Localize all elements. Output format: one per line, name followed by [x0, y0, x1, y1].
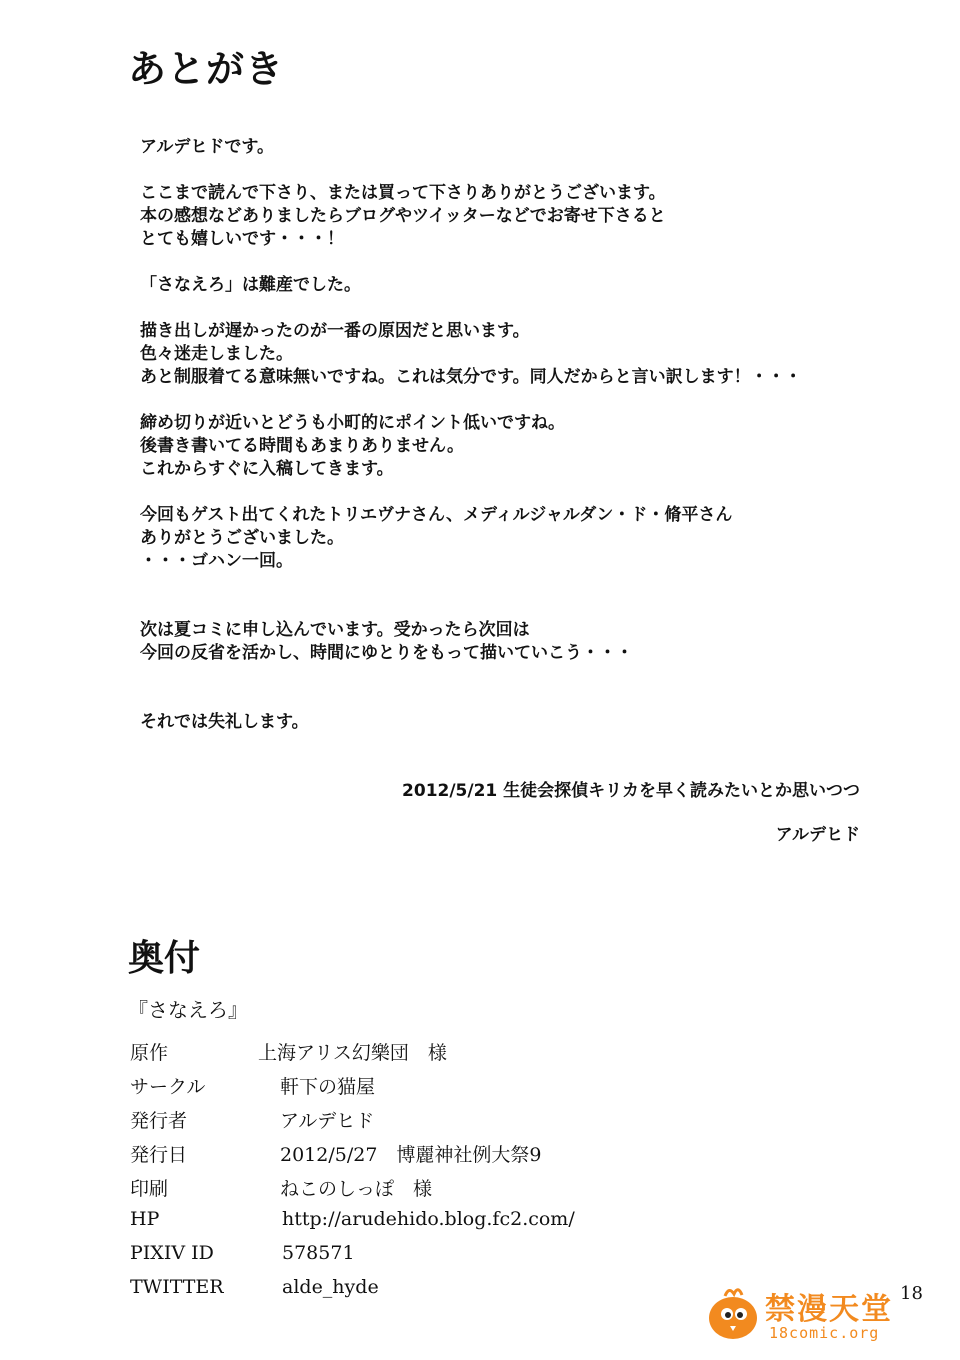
- text-line: ここまで読んで下さり、または買って下さりありがとうございます。: [140, 183, 666, 203]
- colophon-label: 発行日: [130, 1144, 188, 1166]
- colophon-value: ねこのしっぽ 様: [280, 1178, 433, 1200]
- afterword-paragraph: [140, 320, 900, 389]
- text-line: とても嬉しいです・・・！: [140, 229, 344, 249]
- text-line: 締め切りが近いとどうも小町的にポイント低いですね。: [140, 413, 565, 433]
- colophon-value: alde_hyde: [282, 1276, 379, 1298]
- afterword-author: アルデヒド: [775, 825, 860, 845]
- text-line: ありがとうございました。: [140, 528, 344, 548]
- page-number: 18: [900, 1283, 923, 1304]
- text-line: 「さなえろ」は難産でした。: [140, 275, 361, 295]
- site-watermark: [703, 1280, 923, 1348]
- afterword-paragraph: [140, 412, 900, 481]
- text-line: 後書き書いてる時間もあまりありません。: [140, 436, 465, 456]
- afterword-paragraph: [140, 619, 900, 665]
- colophon-label: HP: [130, 1208, 160, 1230]
- colophon-row: [130, 1072, 750, 1106]
- colophon-value: 軒下の猫屋: [280, 1076, 376, 1098]
- colophon-value: 上海アリス幻樂団 様: [258, 1042, 447, 1064]
- colophon-table: [130, 1038, 750, 1310]
- colophon-label: 原作: [130, 1042, 169, 1064]
- text-line: 今回もゲスト出てくれたトリエヴナさん、メディルジャルダン・ド・脩平さん: [140, 505, 733, 525]
- colophon-value: 578571: [282, 1242, 355, 1264]
- watermark-name: 禁漫天堂: [765, 1292, 893, 1327]
- colophon-label: サークル: [130, 1076, 206, 1098]
- colophon-row: [130, 1208, 750, 1242]
- colophon-label: TWITTER: [130, 1276, 224, 1298]
- text-line: 今回の反省を活かし、時間にゆとりをもって描いていこう・・・: [140, 643, 633, 663]
- colophon-label: 印刷: [130, 1178, 169, 1200]
- afterword-heading: あとがき: [128, 47, 285, 91]
- text-line: それでは失礼します。: [140, 712, 309, 732]
- afterword-paragraph: [140, 711, 900, 734]
- colophon-value: アルデヒド: [280, 1110, 375, 1132]
- colophon-value: 2012/5/27 博麗神社例大祭9: [280, 1144, 542, 1166]
- afterword-paragraph: [140, 504, 900, 573]
- colophon-heading: 奥付: [128, 937, 201, 979]
- text-line: アルデヒドです。: [140, 137, 274, 157]
- colophon-row: [130, 1038, 750, 1072]
- text-line: これからすぐに入稿してきます。: [140, 459, 394, 479]
- afterword-paragraph: [140, 274, 900, 297]
- colophon-row: [130, 1174, 750, 1208]
- text-line: 本の感想などありましたらブログやツイッターなどでお寄せ下さると: [140, 206, 666, 226]
- text-line: 色々迷走しました。: [140, 344, 293, 364]
- text-line: あと制服着てる意味無いですね。これは気分です。同人だからと言い訳します！・・・: [140, 367, 802, 387]
- text-line: 次は夏コミに申し込んでいます。受かったら次回は: [140, 620, 530, 640]
- text-line: 描き出しが遅かったのが一番の原因だと思います。: [140, 321, 530, 341]
- colophon-label: PIXIV ID: [130, 1242, 214, 1264]
- work-title: 『さなえろ』: [128, 998, 248, 1022]
- colophon-row: [130, 1276, 750, 1310]
- afterword-paragraph: [140, 136, 900, 159]
- afterword-date-line: 2012/5/21 生徒会探偵キリカを早く読みたいとか思いつつ: [402, 781, 860, 801]
- colophon-row: [130, 1242, 750, 1276]
- afterword-paragraph: [140, 182, 900, 251]
- watermark-url: 18comic.org: [769, 1324, 880, 1342]
- afterword-body: [140, 136, 900, 757]
- bird-mascot-icon: [703, 1282, 763, 1344]
- colophon-row: [130, 1140, 750, 1174]
- colophon-label: 発行者: [130, 1110, 188, 1132]
- colophon-value: http://arudehido.blog.fc2.com/: [282, 1208, 575, 1230]
- colophon-row: [130, 1106, 750, 1140]
- text-line: ・・・ゴハン一回。: [140, 551, 293, 571]
